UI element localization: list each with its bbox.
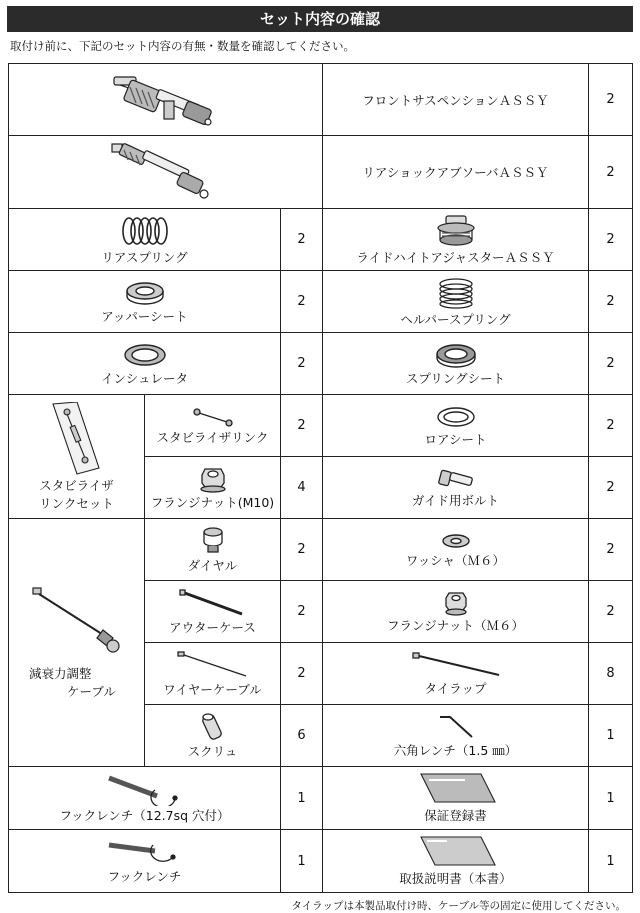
- helper-spring-name: ヘルパースプリング: [400, 311, 511, 327]
- front-suspension-qty: 2: [589, 64, 633, 136]
- table-row: [9, 209, 633, 271]
- lower-seat-illustration: [434, 404, 478, 430]
- flange-nut-m6-qty: 2: [589, 581, 633, 643]
- manual-cell: [323, 830, 589, 893]
- insulator-qty: 2: [281, 333, 323, 395]
- wire-cable-cell: [145, 643, 281, 705]
- upper-seat-cell: [9, 271, 281, 333]
- stabilizer-link-set-cell: [9, 395, 145, 519]
- tie-wrap-cell: [323, 643, 589, 705]
- rear-shock-image-cell: [9, 136, 323, 209]
- stabilizer-link-cell: [145, 395, 281, 457]
- rear-shock-illustration: [106, 138, 226, 206]
- insulator-name: インシュレータ: [101, 370, 188, 386]
- footnote: タイラップは本製品取付け時、ケーブル等の固定に使用してください。: [291, 900, 626, 912]
- flange-nut-m10-name: フランジナット(M10): [150, 494, 275, 510]
- parts-table: [8, 63, 633, 893]
- table-row: [9, 271, 633, 333]
- washer-m6-name: ワッシャ（Ｍ６）: [405, 552, 506, 568]
- guide-bolt-cell: [323, 457, 589, 519]
- table-row: [9, 333, 633, 395]
- table-row: [9, 395, 633, 457]
- washer-m6-qty: 2: [589, 519, 633, 581]
- ride-height-adjuster-name: ライドハイトアジャスターＡＳＳＹ: [356, 249, 555, 265]
- warranty-qty: 1: [589, 767, 633, 830]
- spring-seat-illustration: [433, 341, 479, 369]
- table-row: [9, 519, 633, 581]
- stabilizer-link-qty: 2: [281, 395, 323, 457]
- hook-wrench-name: フックレンチ: [107, 869, 182, 884]
- washer-m6-cell: [323, 519, 589, 581]
- guide-bolt-illustration: [436, 467, 476, 491]
- table-row: [9, 64, 633, 136]
- table-row: [9, 767, 633, 830]
- tie-wrap-illustration: [411, 651, 501, 679]
- damping-cable-illustration: [27, 586, 127, 656]
- outer-case-name: アウターケース: [169, 619, 256, 635]
- table-row: [9, 830, 633, 893]
- hook-wrench-cell: [9, 830, 281, 893]
- hex-wrench-qty: 1: [589, 705, 633, 767]
- stabilizer-link-set-name-line1: スタビライザ: [39, 477, 114, 493]
- lower-seat-name: ロアシート: [424, 431, 487, 447]
- page-title: セット内容の確認: [7, 6, 633, 32]
- manual-qty: 1: [589, 830, 633, 893]
- dial-qty: 2: [281, 519, 323, 581]
- stabilizer-link-set-illustration: [47, 402, 107, 476]
- rear-spring-cell: [9, 209, 281, 271]
- spring-seat-name: スプリングシート: [405, 370, 506, 386]
- stabilizer-link-illustration: [191, 406, 235, 428]
- hex-wrench-illustration: [436, 713, 476, 741]
- tie-wrap-name: タイラップ: [424, 680, 487, 696]
- ride-height-adjuster-cell: [323, 209, 589, 271]
- insulator-cell: [9, 333, 281, 395]
- manual-illustration: [411, 835, 501, 869]
- outer-case-cell: [145, 581, 281, 643]
- table-row: [9, 136, 633, 209]
- screw-cell: [145, 705, 281, 767]
- rear-spring-qty: 2: [281, 209, 323, 271]
- washer-m6-illustration: [440, 531, 472, 551]
- upper-seat-name: アッパーシート: [101, 308, 188, 324]
- helper-spring-illustration: [436, 276, 476, 310]
- hook-wrench-127-name: フックレンチ（12.7sq 穴付）: [59, 808, 230, 823]
- spring-seat-qty: 2: [589, 333, 633, 395]
- front-suspension-name: フロントサスペンションＡＳＳＹ: [323, 64, 589, 136]
- hook-wrench-127-illustration: [105, 772, 185, 806]
- flange-nut-m6-cell: [323, 581, 589, 643]
- rear-shock-name: リアショックアブソーバＡＳＳＹ: [323, 136, 589, 209]
- lower-seat-qty: 2: [589, 395, 633, 457]
- hook-wrench-qty: 1: [281, 830, 323, 893]
- damping-cable-cell: [9, 519, 145, 767]
- outer-case-illustration: [178, 588, 248, 618]
- hook-wrench-127-qty: 1: [281, 767, 323, 830]
- flange-nut-m10-qty: 4: [281, 457, 323, 519]
- wire-cable-illustration: [176, 650, 250, 680]
- hex-wrench-name: 六角レンチ（1.5 ㎜）: [393, 742, 518, 758]
- flange-nut-m10-cell: [145, 457, 281, 519]
- helper-spring-qty: 2: [589, 271, 633, 333]
- stabilizer-link-name: スタビライザリンク: [156, 429, 269, 445]
- upper-seat-qty: 2: [281, 271, 323, 333]
- rear-spring-illustration: [117, 214, 173, 248]
- damping-cable-name-line1: 減衰力調整: [29, 665, 92, 681]
- insulator-illustration: [122, 341, 168, 369]
- upper-seat-illustration: [123, 279, 167, 307]
- flange-nut-m6-name: フランジナット（Ｍ６）: [387, 617, 524, 633]
- warranty-name: 保証登録書: [424, 808, 487, 823]
- hook-wrench-illustration: [105, 837, 185, 867]
- ride-height-adjuster-illustration: [434, 214, 478, 248]
- front-suspension-image-cell: [9, 64, 323, 136]
- wire-cable-qty: 2: [281, 643, 323, 705]
- outer-case-qty: 2: [281, 581, 323, 643]
- guide-bolt-name: ガイド用ボルト: [411, 492, 500, 508]
- front-suspension-illustration: [96, 67, 236, 133]
- tie-wrap-qty: 8: [589, 643, 633, 705]
- rear-shock-qty: 2: [589, 136, 633, 209]
- spring-seat-cell: [323, 333, 589, 395]
- rear-spring-name: リアスプリング: [101, 249, 188, 265]
- wire-cable-name: ワイヤーケーブル: [163, 681, 262, 697]
- dial-cell: [145, 519, 281, 581]
- hook-wrench-127-cell: [9, 767, 281, 830]
- intro-text: 取付け前に、下記のセット内容の有無・数量を確認してください。: [10, 39, 355, 53]
- hex-wrench-cell: [323, 705, 589, 767]
- stabilizer-link-set-name-line2: リンクセット: [39, 495, 114, 511]
- dial-illustration: [200, 526, 226, 556]
- manual-name: 取扱説明書（本書）: [399, 871, 512, 886]
- lower-seat-cell: [323, 395, 589, 457]
- screw-illustration: [198, 712, 228, 742]
- screw-qty: 6: [281, 705, 323, 767]
- guide-bolt-qty: 2: [589, 457, 633, 519]
- screw-name: スクリュ: [187, 743, 238, 759]
- ride-height-adjuster-qty: 2: [589, 209, 633, 271]
- warranty-illustration: [411, 772, 501, 806]
- damping-cable-name-line2: ケーブル: [67, 683, 116, 699]
- helper-spring-cell: [323, 271, 589, 333]
- dial-name: ダイヤル: [187, 557, 238, 573]
- flange-nut-m6-illustration: [444, 590, 468, 616]
- warranty-cell: [323, 767, 589, 830]
- flange-nut-m10-illustration: [200, 465, 226, 493]
